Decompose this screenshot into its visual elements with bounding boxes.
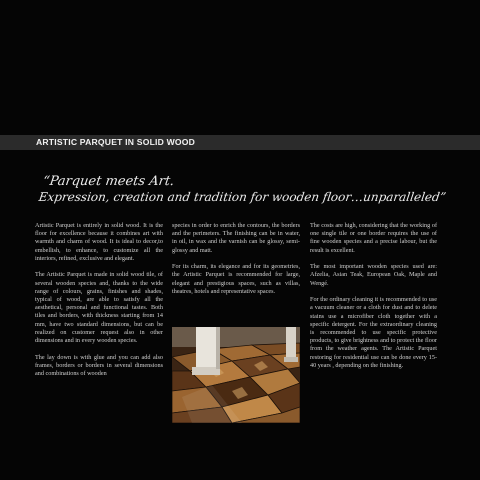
- paragraph: The most important wooden species used are: Afzelia, Asian Teak, European Oak, Maple and Wengé.: [310, 263, 437, 287]
- paragraph: species in order to enrich the contours, the borders and the perimeters. The finishing can be in water, in oil, in wax and the varnish can be glossy, semi-glossy and matt.: [172, 222, 300, 254]
- text-column-1: [35, 222, 163, 387]
- quote-line-2: Expression, creation and tradition for wooden floor…unparalleled”: [37, 190, 447, 204]
- text-column-3: [310, 222, 437, 378]
- paragraph: Artistic Parquet is entirely in solid wood. It is the floor for excellence because it combines art with warmth and charm of wood. It is ideal to decor,to embellish, to enhance, to customize all the interiors, refined, exclusive and elegant.: [35, 222, 163, 262]
- paragraph: The lay down is with glue and you can add also frames, borders or borders in several dimensions and combinations of wooden: [35, 353, 163, 378]
- paragraph: The Artistic Parquet is made in solid wood tile, of several wooden species and, thanks to the wide range of colours, grains, finishes and shades, typical of wood, are able to satisfy all the aesthetical, personal and functional tastes. Both tiles and borders, with thickness starting from 14 mm, have two standard dimensions, but can be realized on customer request also in other dimensions and in every wooden species.: [35, 271, 163, 345]
- paragraph: For the ordinary cleaning it is recommended to use a vacuum cleaner or a cloth for dust and to delete stains use a microfiber cloth together with a specific detergent. For the extraordinary cleaning is recommended to use specific protective products, to give brightness and to protect the floor from the weather agents. The Artistic Parquet restoring for residential use can be done every 15-40 years , depending on the finishing.: [310, 296, 437, 369]
- parquet-floor-illustration: [172, 327, 300, 423]
- quote: [37, 174, 447, 205]
- parquet-floor-photo: [172, 327, 300, 423]
- page-title: ARTISTIC PARQUET IN SOLID WOOD: [36, 137, 196, 147]
- quote-line-1: “Parquet meets Art.: [41, 174, 176, 189]
- text-column-2: [172, 222, 300, 304]
- paragraph: For its charm, its elegance and for its geometries, the Artistic Parquet is recommended for large, elegant and prestigious spaces, such as villas, theatres, hotels and representative spaces.: [172, 263, 300, 295]
- paragraph: The costs are high, considering that the working of one single tile or one border requires the use of fine wooden species and a precise labour, but the result is excellent.: [310, 222, 437, 254]
